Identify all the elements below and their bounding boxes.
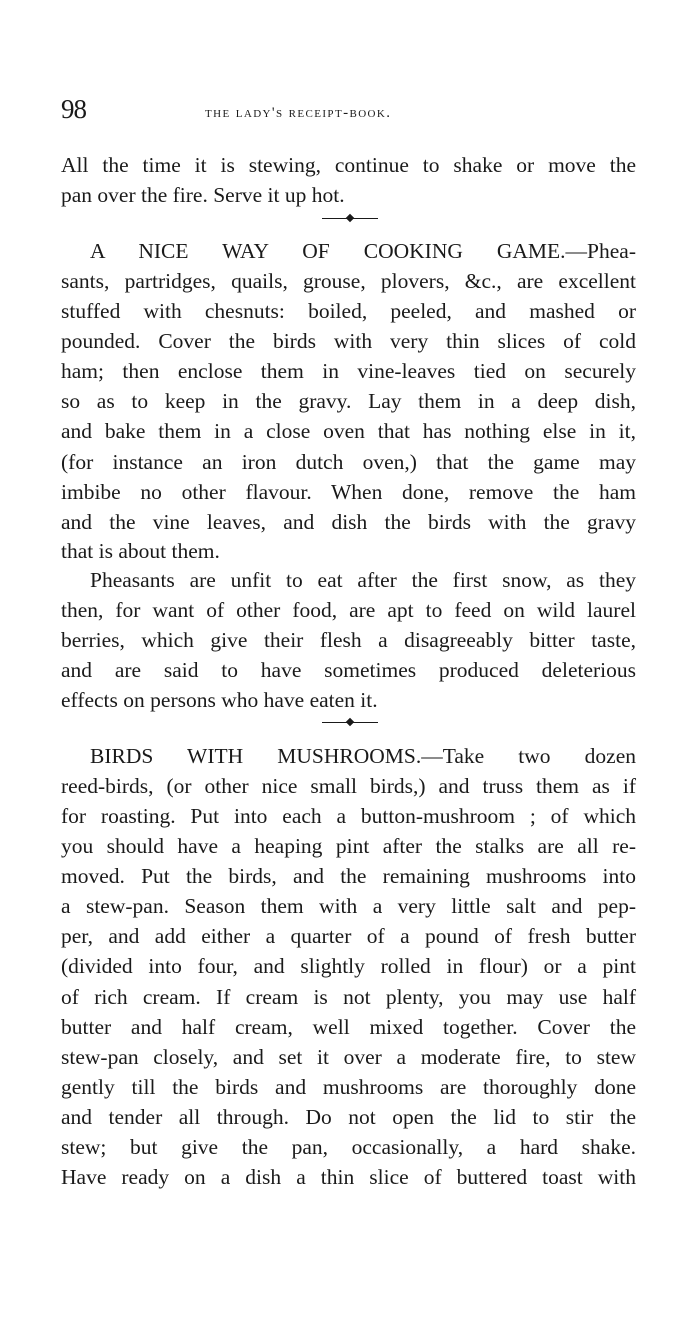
text-line: then, for want of other food, are apt to feed on wild laurel [61, 598, 636, 622]
text-line: pounded. Cover the birds with very thin slices of cold [61, 329, 636, 353]
text-line: and the vine leaves, and dish the birds with the gravy [61, 510, 636, 534]
page-number: 98 [61, 94, 86, 124]
text-line: you should have a heaping pint after the stalks are all re- [61, 834, 636, 858]
text-line: reed-birds, (or other nice small birds,) and truss them as if [61, 774, 636, 798]
recipe-heading-game: A NICE WAY OF COOKING GAME.—Phea- [90, 239, 636, 263]
text-line: and bake them in a close oven that has nothing else in it, [61, 419, 636, 443]
diamond-ornament-icon [346, 214, 354, 222]
text-line: and are said to have sometimes produced deleterious [61, 658, 636, 682]
text-line: ham; then enclose them in vine-leaves tied on securely [61, 359, 636, 383]
section-divider [322, 214, 378, 224]
text-line: Pheasants are unfit to eat after the first snow, as they [90, 568, 636, 592]
text-line: sants, partridges, quails, grouse, plovers, &c., are excellent [61, 269, 636, 293]
text-line: moved. Put the birds, and the remaining mushrooms into [61, 864, 636, 888]
text-line: stew; but give the pan, occasionally, a hard shake. [61, 1135, 636, 1159]
text-line: imbibe no other flavour. When done, remove the ham [61, 480, 636, 504]
text-line: effects on persons who have eaten it. [61, 688, 378, 712]
text-line: of rich cream. If cream is not plenty, you may use half [61, 985, 636, 1009]
text-line: gently till the birds and mushrooms are thoroughly done [61, 1075, 636, 1099]
text-line: stuffed with chesnuts: boiled, peeled, and mashed or [61, 299, 636, 323]
text-line: Have ready on a dish a thin slice of buttered toast with [61, 1165, 636, 1189]
text-line: berries, which give their flesh a disagreeably bitter taste, [61, 628, 636, 652]
text-line: for roasting. Put into each a button-mushroom ; of which [61, 804, 636, 828]
text-line: (for instance an iron dutch oven,) that the game may [61, 450, 636, 474]
section-divider [322, 718, 378, 728]
recipe-heading-birds: BIRDS WITH MUSHROOMS.—Take two dozen [90, 744, 636, 768]
text-line: so as to keep in the gravy. Lay them in a deep dish, [61, 389, 636, 413]
text-line: (divided into four, and slightly rolled in flour) or a pint [61, 954, 636, 978]
diamond-ornament-icon [346, 718, 354, 726]
text-line: stew-pan closely, and set it over a moderate fire, to stew [61, 1045, 636, 1069]
text-line: and tender all through. Do not open the lid to stir the [61, 1105, 636, 1129]
running-title: the lady's receipt-book. [205, 105, 392, 121]
text-line: per, and add either a quarter of a pound of fresh butter [61, 924, 636, 948]
text-line: butter and half cream, well mixed together. Cover the [61, 1015, 636, 1039]
text-line: that is about them. [61, 539, 220, 563]
text-line: pan over the fire. Serve it up hot. [61, 183, 345, 207]
text-line: All the time it is stewing, continue to shake or move the [61, 153, 636, 177]
text-line: a stew-pan. Season them with a very little salt and pep- [61, 894, 636, 918]
